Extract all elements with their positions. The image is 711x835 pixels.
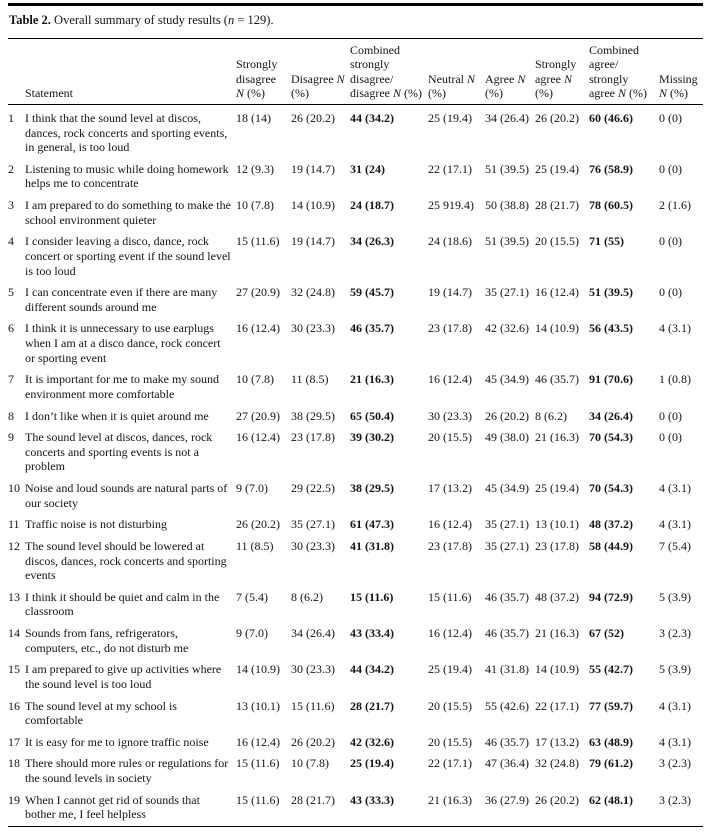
cell-disagree: 26 (20.2) xyxy=(291,110,335,125)
cell-disagree: 29 (22.5) xyxy=(291,481,335,495)
column-header-strongly_disagree: Strongly disagree N (%) xyxy=(236,39,291,105)
cell-neutral: 30 (23.3) xyxy=(428,408,472,423)
cell-combined_agree: 71 (55) xyxy=(589,234,624,249)
cell-strongly_agree: 22 (17.1) xyxy=(535,698,579,713)
cell-missing: 4 (3.1) xyxy=(659,321,691,336)
cell-agree: 55 (42.6) xyxy=(485,698,529,713)
cell-combined_agree: 51 (39.5) xyxy=(589,285,633,300)
cell-strongly_disagree: 27 (20.9) xyxy=(236,408,280,423)
cell-combined_agree: 63 (48.9) xyxy=(589,734,633,749)
cell-missing: 4 (3.1) xyxy=(659,698,691,713)
cell-neutral: 17 (13.2) xyxy=(428,481,472,495)
cell-statement: I am prepared to give up activities where the sound level is too loud xyxy=(25,662,222,691)
cell-statement: I don’t like when it is quiet around me xyxy=(25,408,209,423)
cell-strongly_agree: 48 (37.2) xyxy=(535,589,579,604)
cell-neutral: 23 (17.8) xyxy=(428,538,472,553)
cell-strongly_agree: 14 (10.9) xyxy=(535,321,579,336)
cell-agree: 45 (34.9) xyxy=(485,372,529,387)
cell-num: 1 xyxy=(8,110,14,125)
cell-strongly_disagree: 10 (7.8) xyxy=(236,198,274,212)
cell-statement: I can concentrate even if there are many different sounds around me xyxy=(25,285,218,314)
cell-disagree: 32 (24.8) xyxy=(291,285,335,300)
cell-missing: 0 (0) xyxy=(659,408,682,423)
cell-strongly_agree: 28 (21.7) xyxy=(535,198,579,212)
cell-combined_agree: 94 (72.9) xyxy=(589,589,633,604)
table-row xyxy=(8,478,703,514)
cell-combined_agree: 78 (60.5) xyxy=(589,198,633,212)
table-header-row xyxy=(8,39,703,105)
cell-combined_agree: 91 (70.6) xyxy=(589,372,633,387)
cell-missing: 4 (3.1) xyxy=(659,481,691,495)
cell-statement: There should more rules or regulations for the sound levels in society xyxy=(25,756,229,785)
cell-num: 7 xyxy=(8,372,14,387)
cell-missing: 4 (3.1) xyxy=(659,517,691,532)
column-header-missing: Missing N (%) xyxy=(659,39,703,105)
cell-missing: 2 (1.6) xyxy=(659,198,691,212)
cell-statement: I think it is unnecessary to use earplugs when I am at a disco dance, rock concert or sporting event xyxy=(25,321,221,365)
table-row xyxy=(8,231,703,282)
column-header-combined_agree: Combined agree/strongly agree N (%) xyxy=(589,39,659,105)
cell-neutral: 16 (12.4) xyxy=(428,517,472,532)
cell-neutral: 23 (17.8) xyxy=(428,321,472,336)
cell-strongly_agree: 17 (13.2) xyxy=(535,734,579,749)
cell-agree: 46 (35.7) xyxy=(485,626,529,640)
cell-strongly_disagree: 15 (11.6) xyxy=(236,234,280,249)
table-caption-n-symbol: n xyxy=(227,13,235,27)
cell-combined_agree: 70 (54.3) xyxy=(589,430,633,445)
cell-num: 10 xyxy=(8,481,20,495)
cell-combined_disagree: 38 (29.5) xyxy=(350,481,394,495)
cell-disagree: 26 (20.2) xyxy=(291,734,335,749)
cell-strongly_disagree: 9 (7.0) xyxy=(236,481,268,495)
table-row xyxy=(8,659,703,695)
table-row xyxy=(8,696,703,732)
cell-disagree: 34 (26.4) xyxy=(291,626,335,640)
cell-strongly_agree: 21 (16.3) xyxy=(535,430,579,445)
cell-combined_disagree: 42 (32.6) xyxy=(350,734,394,749)
cell-statement: It is easy for me to ignore traffic noise xyxy=(25,734,209,749)
cell-neutral: 16 (12.4) xyxy=(428,372,472,387)
cell-statement: I think it should be quiet and calm in the classroom xyxy=(25,589,220,619)
cell-strongly_agree: 20 (15.5) xyxy=(535,234,579,249)
table-row xyxy=(8,790,703,827)
column-header-num xyxy=(8,39,25,105)
column-header-statement: Statement xyxy=(25,39,236,105)
cell-missing: 0 (0) xyxy=(659,161,682,176)
cell-strongly_disagree: 12 (9.3) xyxy=(236,161,274,176)
table-row xyxy=(8,514,703,536)
table-caption-text: Overall summary of study results ( xyxy=(50,13,228,27)
cell-combined_disagree: 25 (19.4) xyxy=(350,756,394,771)
table-row xyxy=(8,369,703,405)
table-row xyxy=(8,195,703,231)
cell-combined_agree: 76 (58.9) xyxy=(589,161,633,176)
cell-combined_disagree: 41 (31.8) xyxy=(350,538,394,553)
cell-neutral: 19 (14.7) xyxy=(428,285,472,300)
cell-combined_agree: 55 (42.7) xyxy=(589,662,633,677)
cell-num: 15 xyxy=(8,662,20,677)
cell-combined_disagree: 44 (34.2) xyxy=(350,110,394,125)
cell-disagree: 11 (8.5) xyxy=(291,372,329,387)
cell-strongly_disagree: 15 (11.6) xyxy=(236,792,280,807)
cell-agree: 46 (35.7) xyxy=(485,734,529,749)
cell-strongly_agree: 46 (35.7) xyxy=(535,372,579,387)
table-row xyxy=(8,159,703,195)
cell-strongly_agree: 25 (19.4) xyxy=(535,161,579,176)
cell-num: 5 xyxy=(8,285,14,300)
cell-combined_disagree: 39 (30.2) xyxy=(350,430,394,445)
cell-num: 11 xyxy=(8,517,20,532)
cell-neutral: 25 (19.4) xyxy=(428,662,472,677)
cell-num: 3 xyxy=(8,198,14,212)
cell-statement: Noise and loud sounds are natural parts of our society xyxy=(25,481,228,510)
cell-disagree: 30 (23.3) xyxy=(291,321,335,336)
cell-combined_disagree: 43 (33.3) xyxy=(350,792,394,807)
cell-agree: 47 (36.4) xyxy=(485,756,529,771)
table-row xyxy=(8,427,703,478)
cell-num: 16 xyxy=(8,698,20,713)
cell-statement: Traffic noise is not disturbing xyxy=(25,517,168,532)
cell-neutral: 25 (19.4) xyxy=(428,110,472,125)
results-table xyxy=(8,38,703,827)
cell-strongly_agree: 25 (19.4) xyxy=(535,481,579,495)
cell-combined_agree: 70 (54.3) xyxy=(589,481,633,495)
table-row xyxy=(8,587,703,623)
cell-strongly_agree: 8 (6.2) xyxy=(535,408,567,423)
table-row xyxy=(8,104,703,158)
cell-strongly_disagree: 13 (10.1) xyxy=(236,698,280,713)
cell-combined_disagree: 31 (24) xyxy=(350,161,385,176)
cell-combined_agree: 56 (43.5) xyxy=(589,321,633,336)
cell-strongly_disagree: 9 (7.0) xyxy=(236,626,268,640)
cell-num: 19 xyxy=(8,792,20,807)
cell-missing: 0 (0) xyxy=(659,285,682,300)
cell-combined_disagree: 46 (35.7) xyxy=(350,321,394,336)
cell-statement: It is important for me to make my sound environment more comfortable xyxy=(25,372,219,401)
cell-strongly_disagree: 14 (10.9) xyxy=(236,662,280,677)
cell-statement: I am prepared to do something to make the school environment quieter xyxy=(25,198,231,227)
cell-agree: 51 (39.5) xyxy=(485,234,529,249)
table-body xyxy=(8,104,703,826)
cell-missing: 0 (0) xyxy=(659,430,682,445)
column-header-combined_disagree: Combined strongly disagree/disagree N (%) xyxy=(350,39,428,105)
cell-disagree: 15 (11.6) xyxy=(291,698,335,713)
cell-combined_agree: 34 (26.4) xyxy=(589,408,633,423)
cell-agree: 26 (20.2) xyxy=(485,408,529,423)
cell-statement: Listening to music while doing homework helps me to concentrate xyxy=(25,161,229,191)
cell-strongly_disagree: 18 (14) xyxy=(236,110,271,125)
cell-combined_disagree: 24 (18.7) xyxy=(350,198,394,212)
cell-strongly_agree: 32 (24.8) xyxy=(535,756,579,771)
cell-num: 6 xyxy=(8,321,14,336)
cell-disagree: 30 (23.3) xyxy=(291,662,335,677)
cell-combined_agree: 79 (61.2) xyxy=(589,756,633,771)
cell-agree: 35 (27.1) xyxy=(485,538,529,553)
cell-combined_disagree: 59 (45.7) xyxy=(350,285,394,300)
cell-strongly_agree: 13 (10.1) xyxy=(535,517,579,532)
cell-num: 17 xyxy=(8,734,20,749)
cell-strongly_agree: 21 (16.3) xyxy=(535,626,579,640)
cell-statement: When I cannot get rid of sounds that bother me, I feel helpless xyxy=(25,792,200,822)
cell-agree: 50 (38.8) xyxy=(485,198,529,212)
cell-strongly_disagree: 7 (5.4) xyxy=(236,589,268,604)
cell-strongly_disagree: 16 (12.4) xyxy=(236,430,280,445)
cell-num: 4 xyxy=(8,234,14,249)
cell-neutral: 15 (11.6) xyxy=(428,589,472,604)
cell-neutral: 22 (17.1) xyxy=(428,756,472,771)
cell-neutral: 24 (18.6) xyxy=(428,234,472,249)
table-caption-text-end: = 129). xyxy=(234,13,274,27)
cell-num: 8 xyxy=(8,408,14,423)
cell-agree: 46 (35.7) xyxy=(485,589,529,604)
cell-combined_disagree: 15 (11.6) xyxy=(350,589,394,604)
cell-missing: 7 (5.4) xyxy=(659,538,691,553)
cell-combined_disagree: 28 (21.7) xyxy=(350,698,394,713)
cell-statement: Sounds from fans, refrigerators, computers, etc., do not disturb me xyxy=(25,626,189,655)
cell-disagree: 19 (14.7) xyxy=(291,234,335,249)
cell-neutral: 16 (12.4) xyxy=(428,626,472,640)
cell-combined_agree: 60 (46.6) xyxy=(589,110,633,125)
table-caption xyxy=(8,3,703,38)
cell-combined_disagree: 61 (47.3) xyxy=(350,517,394,532)
cell-disagree: 35 (27.1) xyxy=(291,517,335,532)
table-row xyxy=(8,623,703,659)
cell-strongly_disagree: 11 (8.5) xyxy=(236,538,274,553)
cell-agree: 36 (27.9) xyxy=(485,792,529,807)
cell-combined_disagree: 21 (16.3) xyxy=(350,372,394,387)
cell-strongly_disagree: 10 (7.8) xyxy=(236,372,274,387)
cell-strongly_disagree: 15 (11.6) xyxy=(236,756,280,771)
cell-missing: 5 (3.9) xyxy=(659,662,691,677)
cell-neutral: 20 (15.5) xyxy=(428,734,472,749)
cell-neutral: 20 (15.5) xyxy=(428,430,472,445)
cell-combined_agree: 62 (48.1) xyxy=(589,792,633,807)
cell-combined_disagree: 43 (33.4) xyxy=(350,626,394,640)
table-header xyxy=(8,39,703,105)
cell-agree: 35 (27.1) xyxy=(485,285,529,300)
cell-agree: 49 (38.0) xyxy=(485,430,529,445)
cell-strongly_agree: 26 (20.2) xyxy=(535,792,579,807)
cell-statement: The sound level should be lowered at discos, dances, rock concerts and sporting events xyxy=(25,538,227,583)
cell-strongly_agree: 23 (17.8) xyxy=(535,538,579,553)
cell-strongly_agree: 16 (12.4) xyxy=(535,285,579,300)
cell-combined_disagree: 34 (26.3) xyxy=(350,234,394,249)
cell-missing: 3 (2.3) xyxy=(659,792,691,807)
column-header-neutral: Neutral N (%) xyxy=(428,39,485,105)
cell-statement: I think that the sound level at discos, dances, rock concerts and sporting events, in general, is too loud xyxy=(25,110,228,155)
table-row xyxy=(8,753,703,789)
cell-combined_disagree: 44 (34.2) xyxy=(350,662,394,677)
cell-disagree: 38 (29.5) xyxy=(291,408,335,423)
cell-strongly_disagree: 27 (20.9) xyxy=(236,285,280,300)
cell-agree: 51 (39.5) xyxy=(485,161,529,176)
cell-disagree: 30 (23.3) xyxy=(291,538,335,553)
cell-num: 18 xyxy=(8,756,20,771)
cell-neutral: 25 919.4) xyxy=(428,198,474,212)
cell-agree: 34 (26.4) xyxy=(485,110,529,125)
cell-strongly_disagree: 16 (12.4) xyxy=(236,321,280,336)
cell-disagree: 23 (17.8) xyxy=(291,430,335,445)
cell-disagree: 28 (21.7) xyxy=(291,792,335,807)
cell-statement: The sound level at my school is comfortable xyxy=(25,698,177,728)
cell-missing: 3 (2.3) xyxy=(659,756,691,771)
cell-missing: 5 (3.9) xyxy=(659,589,691,604)
cell-neutral: 22 (17.1) xyxy=(428,161,472,176)
cell-combined_agree: 77 (59.7) xyxy=(589,698,633,713)
table-row xyxy=(8,406,703,428)
cell-num: 14 xyxy=(8,626,20,640)
cell-combined_agree: 48 (37.2) xyxy=(589,517,633,532)
cell-num: 2 xyxy=(8,161,14,176)
table-row xyxy=(8,318,703,369)
cell-missing: 4 (3.1) xyxy=(659,734,691,749)
cell-num: 13 xyxy=(8,589,20,604)
cell-combined_agree: 67 (52) xyxy=(589,626,624,640)
cell-agree: 35 (27.1) xyxy=(485,517,529,532)
cell-missing: 0 (0) xyxy=(659,234,682,249)
cell-agree: 45 (34.9) xyxy=(485,481,529,495)
cell-agree: 42 (32.6) xyxy=(485,321,529,336)
cell-combined_disagree: 65 (50.4) xyxy=(350,408,394,423)
cell-disagree: 8 (6.2) xyxy=(291,589,323,604)
cell-agree: 41 (31.8) xyxy=(485,662,529,677)
cell-disagree: 14 (10.9) xyxy=(291,198,335,212)
cell-disagree: 10 (7.8) xyxy=(291,756,329,771)
column-header-strongly_agree: Strongly agree N (%) xyxy=(535,39,589,105)
cell-missing: 3 (2.3) xyxy=(659,626,691,640)
column-header-agree: Agree N (%) xyxy=(485,39,535,105)
cell-missing: 0 (0) xyxy=(659,110,682,125)
column-header-disagree: Disagree N (%) xyxy=(291,39,350,105)
cell-num: 12 xyxy=(8,538,20,553)
table-row xyxy=(8,536,703,587)
cell-neutral: 20 (15.5) xyxy=(428,698,472,713)
cell-strongly_agree: 14 (10.9) xyxy=(535,662,579,677)
table-caption-label: Table 2. xyxy=(9,13,51,27)
table-row xyxy=(8,282,703,318)
cell-combined_agree: 58 (44.9) xyxy=(589,538,633,553)
cell-neutral: 21 (16.3) xyxy=(428,792,472,807)
cell-strongly_disagree: 26 (20.2) xyxy=(236,517,280,532)
cell-strongly_agree: 26 (20.2) xyxy=(535,110,579,125)
cell-disagree: 19 (14.7) xyxy=(291,161,335,176)
cell-missing: 1 (0.8) xyxy=(659,372,691,387)
cell-num: 9 xyxy=(8,430,14,445)
cell-statement: I consider leaving a disco, dance, rock concert or sporting event if the sound level is too loud xyxy=(25,234,231,278)
cell-strongly_disagree: 16 (12.4) xyxy=(236,734,280,749)
cell-statement: The sound level at discos, dances, rock concerts and sporting events is not a problem xyxy=(25,430,213,474)
table-row xyxy=(8,732,703,754)
